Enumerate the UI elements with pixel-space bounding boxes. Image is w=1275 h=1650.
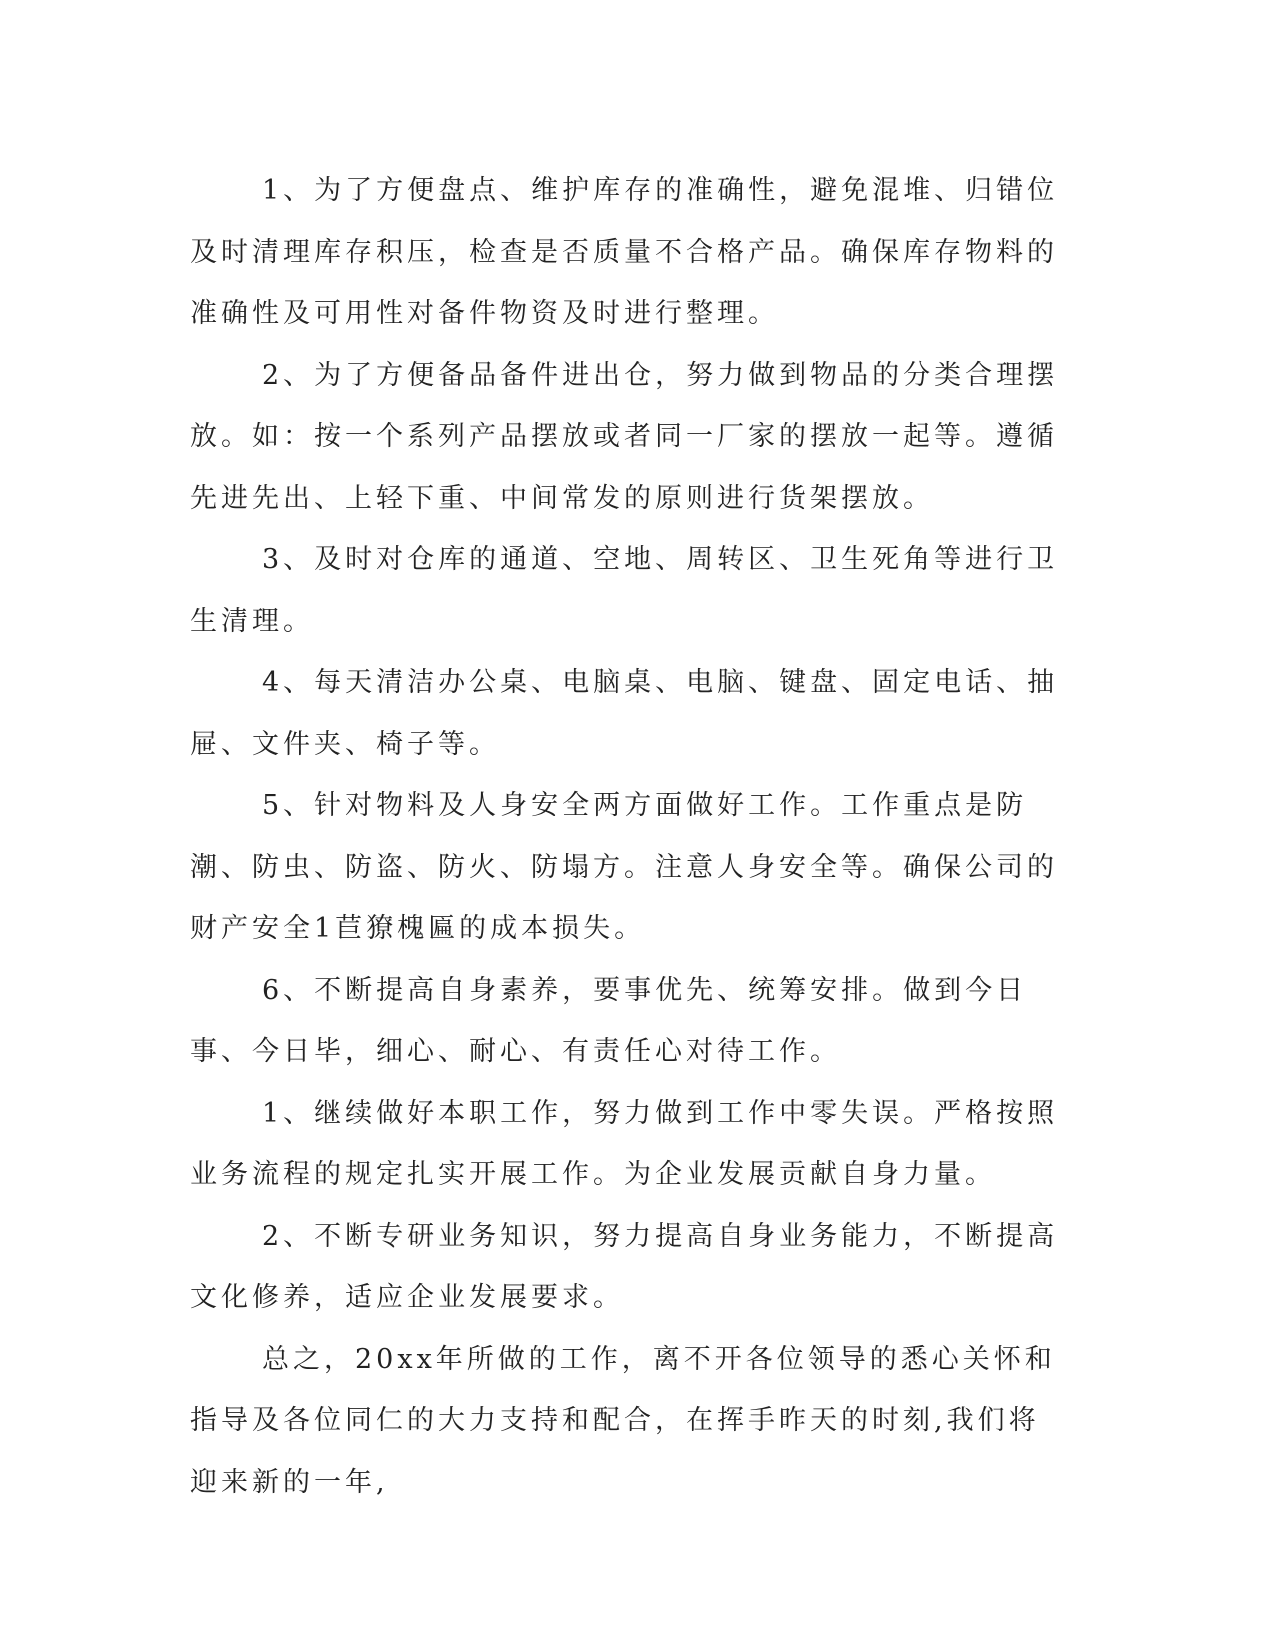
paragraph-5: 5、针对物料及人身安全两方面做好工作。工作重点是防潮、防虫、防盗、防火、防塌方。注意人身安全等。确保公司的财产安全1苣獠槐匾的成本损失。 bbox=[190, 790, 1058, 944]
paragraph-1: 1、为了方便盘点、维护库存的准确性，避免混堆、归错位及时清理库存积压，检查是否质量不合格产品。确保库存物料的准确性及可用性对备件物资及时进行整理。 bbox=[190, 175, 1059, 329]
paragraph-8: 2、不断专研业务知识，努力提高自身业务能力，不断提高文化修养，适应企业发展要求。 bbox=[190, 1220, 1059, 1313]
paragraph-3: 3、及时对仓库的通道、空地、周转区、卫生死角等进行卫生清理。 bbox=[190, 544, 1059, 637]
paragraph-6: 6、不断提高自身素养，要事优先、统筹安排。做到今日事、今日毕，细心、耐心、有责任心对待工作。 bbox=[190, 974, 1028, 1067]
paragraph-7: 1、继续做好本职工作，努力做到工作中零失误。严格按照业务流程的规定扎实开展工作。为企业发展贡献自身力量。 bbox=[190, 1097, 1059, 1190]
paragraph-9: 总之，20xx年所做的工作，离不开各位领导的悉心关怀和指导及各位同仁的大力支持和配合，在挥手昨天的时刻,我们将迎来新的一年, bbox=[190, 1343, 1056, 1498]
document-body bbox=[190, 160, 1070, 1513]
paragraph-4: 4、每天清洁办公桌、电脑桌、电脑、键盘、固定电话、抽屉、文件夹、椅子等。 bbox=[190, 667, 1059, 760]
paragraph-2: 2、为了方便备品备件进出仓，努力做到物品的分类合理摆放。如：按一个系列产品摆放或者同一厂家的摆放一起等。遵循先进先出、上轻下重、中间常发的原则进行货架摆放。 bbox=[190, 359, 1059, 514]
